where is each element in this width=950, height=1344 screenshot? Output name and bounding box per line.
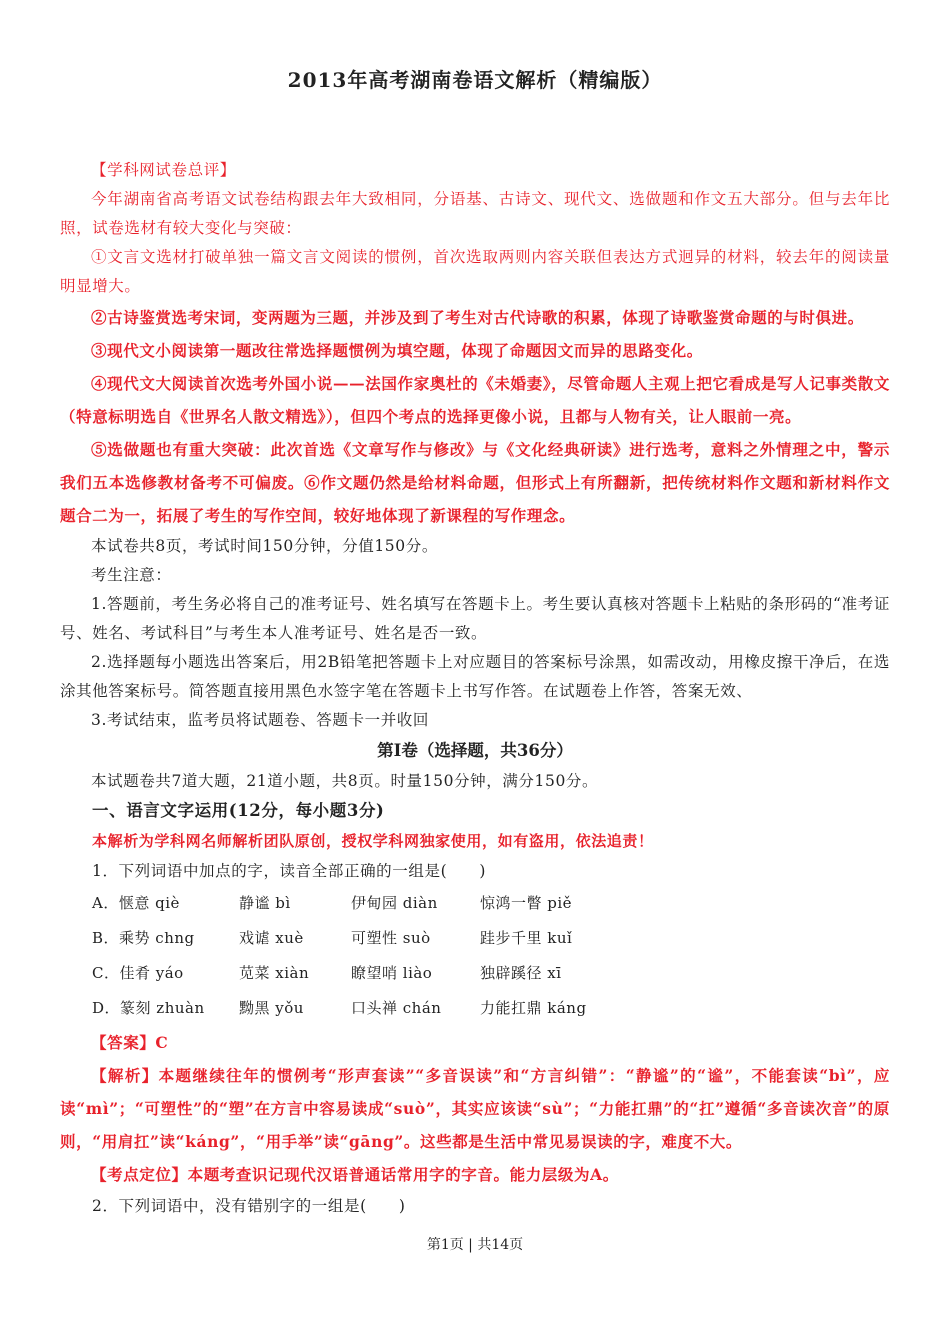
option-item: 独辟蹊径 xī: [480, 964, 562, 982]
section-heading: 一、语言文字运用(12分，每小题3分): [92, 801, 385, 820]
part-intro: [60, 767, 890, 796]
instruction: 3.考试结束，监考员将试题卷、答题卡一并收回: [91, 711, 429, 729]
option-item: C．佳肴 yáo: [92, 964, 184, 982]
instruction: 考生注意：: [91, 566, 172, 584]
option-row-b: [92, 921, 890, 956]
option-item: 静谧 bì: [239, 894, 291, 912]
review-point: ④现代文大阅读首次选考外国小说——法国作家奥杜的《未婚妻》，尽管命题人主观上把它看成是写人记事类散文（特意标明选自《世界名人散文精选》），但四个考点的选择更像小说，且都与人物有关，让人眼前一亮。: [60, 374, 890, 426]
option-item: 戏谑 xuè: [239, 929, 304, 947]
option-row-a: [92, 886, 890, 921]
option-item: 瞭望哨 liào: [351, 964, 433, 982]
question-2-stem: 2．下列词语中，没有错别字的一组是( ): [92, 1197, 406, 1215]
option-item: A．惬意 qiè: [92, 894, 180, 912]
review-section: [60, 156, 890, 301]
review-point: ②古诗鉴赏选考宋词，变两题为三题，并涉及到了考生对古代诗歌的积累，体现了诗歌鉴赏命题的与时俱进。: [91, 308, 864, 327]
part-heading: 第Ⅰ卷（选择题，共36分）: [377, 741, 573, 760]
option-item: 力能扛鼎 káng: [480, 999, 587, 1017]
exam-instructions: [60, 532, 890, 735]
copyright-notice: 本解析为学科网名师解析团队原创，授权学科网独家使用，如有盗用，依法追责！: [92, 832, 654, 850]
review-heading: 【学科网试卷总评】: [91, 161, 236, 179]
analysis: 【解析】本题继续往年的惯例考“形声套读”“多音误读”和“方言纠错”：“静谧”的“谧”，不能套读“bì”，应读“mì”；“可塑性”的“塑”在方言中容易读成“suò”，其实应该读“sù”；“力能扛鼎”的“扛”遵循“多音读次音”的原则，“用肩扛”读“káng”，“用手举”读“gāng”。这些都是生活中常见易误读的字，难度不大。: [60, 1066, 890, 1151]
page-footer: 第1页 | 共14页: [426, 1237, 524, 1253]
review-paragraph: ①文言文选材打破单独一篇文言文阅读的惯例，首次选取两则内容关联但表达方式迥异的材料，较去年的阅读量明显增大。: [60, 248, 890, 295]
review-highlights: [60, 301, 890, 532]
part-intro-text: 本试题卷共7道大题，21道小题，共8页。时量150分钟，满分150分。: [91, 772, 599, 790]
option-item: 口头禅 chán: [351, 999, 442, 1017]
option-item: B．乘势 chng: [92, 929, 195, 947]
review-paragraph: 今年湖南省高考语文试卷结构跟去年大致相同，分语基、古诗文、现代文、选做题和作文五大部分。但与去年比照，试卷选材有较大变化与突破：: [60, 190, 890, 237]
document-title: 2013年高考湖南卷语文解析（精编版）: [287, 68, 663, 92]
question-1-stem: 1．下列词语中加点的字，读音全部正确的一组是( ): [92, 862, 487, 880]
instruction: 本试卷共8页，考试时间150分钟，分值150分。: [91, 537, 438, 555]
question-1-options: [60, 886, 890, 1026]
option-item: 苋菜 xiàn: [239, 964, 310, 982]
option-item: 惊鸿一瞥 piě: [480, 894, 573, 912]
instruction: 2.选择题每小题选出答案后，用2B铅笔把答题卡上对应题目的答案标号涂黑，如需改动，用橡皮擦干净后，在选涂其他答案标号。简答题直接用黑色水签字笔在答题卡上书写作答。在试题卷上作答，答案无效、: [60, 653, 890, 700]
option-item: 跬步千里 kuǐ: [480, 929, 573, 947]
option-item: D．篆刻 zhuàn: [92, 999, 205, 1017]
review-point: ③现代文小阅读第一题改往常选择题惯例为填空题，体现了命题因文而异的思路变化。: [91, 341, 703, 360]
option-row-d: [92, 991, 890, 1026]
answer: 【答案】C: [91, 1033, 169, 1052]
option-item: 黝黑 yǒu: [239, 999, 304, 1017]
option-row-c: [92, 956, 890, 991]
knowledge-point: 【考点定位】本题考查识记现代汉语普通话常用字的字音。能力层级为A。: [91, 1165, 619, 1184]
option-item: 可塑性 suò: [351, 929, 431, 947]
option-item: 伊甸园 diàn: [351, 894, 438, 912]
instruction: 1.答题前，考生务必将自己的准考证号、姓名填写在答题卡上。考生要认真核对答题卡上粘贴的条形码的“准考证号、姓名、考试科目”与考生本人准考证号、姓名是否一致。: [60, 595, 890, 642]
review-point: ⑤选做题也有重大突破：此次首选《文章写作与修改》与《文化经典研读》进行选考，意料之外情理之中，警示我们五本选修教材备考不可偏废。⑥作文题仍然是给材料命题，但形式上有所翻新，把传统材料作文题和新材料作文题合二为一，拓展了考生的写作空间，较好地体现了新课程的写作理念。: [60, 440, 890, 525]
answer-analysis: [60, 1026, 890, 1191]
